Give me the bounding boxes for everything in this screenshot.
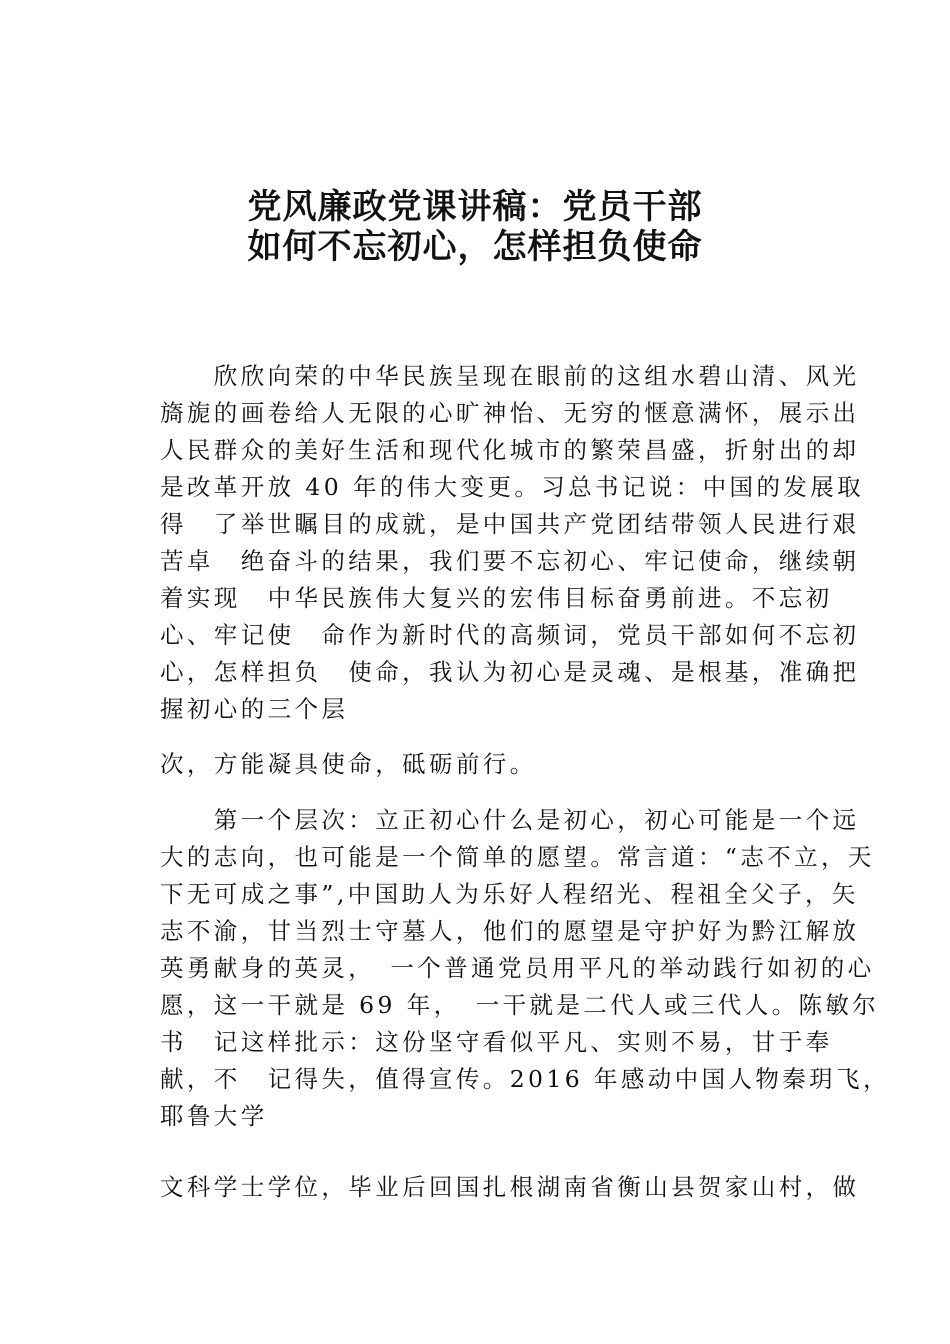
- body-line: 是改革开放 40 年的伟大变更。习总书记说：中国的发展取: [160, 473, 865, 501]
- body-line: 英勇献身的英灵， 一个普通党员用平凡的举动践行如初的心: [160, 954, 875, 982]
- body-line: 耶鲁大学: [160, 1102, 268, 1130]
- body-line: 次，方能凝具使命，砥砺前行。: [160, 750, 537, 778]
- body-line: 苦卓 绝奋斗的结果，我们要不忘初心、牢记使命，继续朝: [160, 547, 860, 575]
- body-line: 心，怎样担负 使命，我认为初心是灵魂、是根基，准确把: [160, 658, 860, 686]
- body-line: 得 了举世瞩目的成就，是中国共产党团结带领人民进行艰: [160, 510, 860, 538]
- body-line: 第一个层次：立正初心什么是初心，初心可能是一个远: [160, 806, 860, 834]
- body-line: 书 记这样批示：这份坚守看似平凡、实则不易，甘于奉: [160, 1028, 833, 1056]
- body-line: 愿，这一干就是 69 年， 一干就是二代人或三代人。陈敏尔: [160, 991, 880, 1019]
- body-line: 欣欣向荣的中华民族呈现在眼前的这组水碧山清、风光: [160, 362, 860, 390]
- body-line: 心、牢记使 命作为新时代的高频词，党员干部如何不忘初: [160, 621, 860, 649]
- body-line: 下无可成之事”,中国助人为乐好人程绍光、程祖全父子，矢: [160, 880, 859, 908]
- body-line: 人民群众的美好生活和现代化城市的繁荣昌盛，折射出的却: [160, 436, 860, 464]
- body-line: 大的志向，也可能是一个简单的愿望。常言道：“志不立，天: [160, 843, 875, 871]
- body-line: 献，不 记得失，值得宣传。2016 年感动中国人物秦玥飞，: [160, 1065, 890, 1093]
- body-line: 文科学士学位，毕业后回国扎根湖南省衡山县贺家山村，做: [160, 1173, 860, 1201]
- document-title: [0, 187, 950, 267]
- body-line: 志不渝，甘当烈士守墓人，他们的愿望是守护好为黔江解放: [160, 917, 860, 945]
- body-line: 着实现 中华民族伟大复兴的宏伟目标奋勇前进。不忘初: [160, 584, 833, 612]
- body-line: 旖旎的画卷给人无限的心旷神怡、无穷的惬意满怀，展示出: [160, 399, 860, 427]
- title-line-2: 如何不忘初心，怎样担负使命: [247, 227, 703, 267]
- title-line-1: 党风廉政党课讲稿：党员干部: [247, 187, 703, 227]
- body-line: 握初心的三个层: [160, 695, 349, 723]
